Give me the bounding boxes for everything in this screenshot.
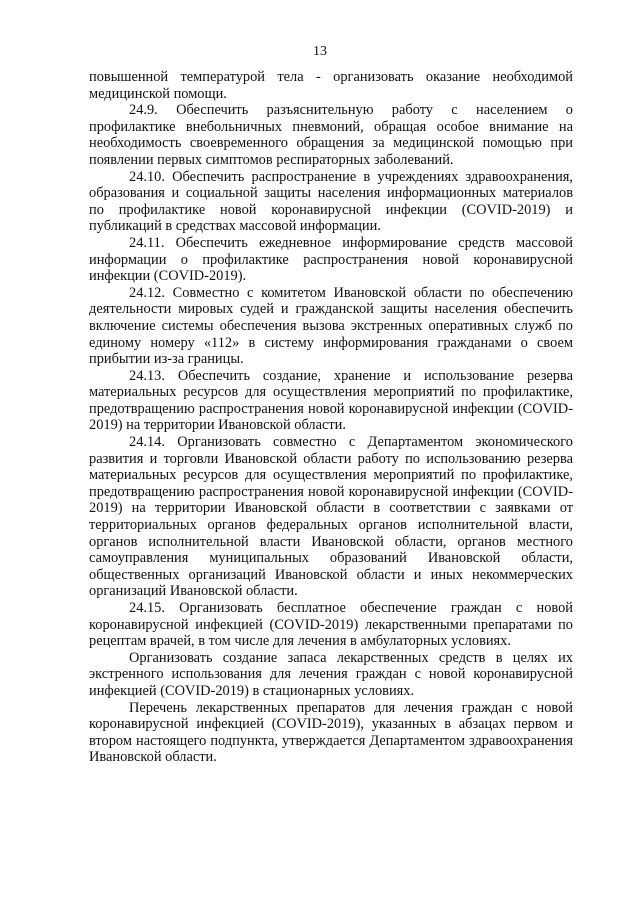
paragraph-24-9: 24.9. Обеспечить разъяснительную работу с населением о профилактике внебольничных пневмоний, обращая особое внимание на необходимость своевременного обращения за медицинской помощью при появлении первых симптомов респираторных заболеваний.	[89, 102, 573, 168]
paragraph-drug-list: Перечень лекарственных препаратов для лечения граждан с новой коронавирусной инфекцией (COVID-2019), указанных в абзацах первом и втором настоящего подпункта, утверждается Департаментом здравоохранения Ивановской области.	[89, 699, 573, 766]
paragraph-24-13: 24.13. Обеспечить создание, хранение и использование резерва материальных ресурсов для осуществления мероприятий по профилактике, предотвращению распространения новой коронавирусной инфекции (COVID-2019) на территории Ивановской области.	[89, 367, 573, 434]
document-body	[89, 69, 573, 766]
paragraph-24-15: 24.15. Организовать бесплатное обеспечение граждан с новой коронавирусной инфекцией (COVID-2019) лекарственными препаратами по рецептам врачей, в том числе для лечения в амбулаторных условиях.	[89, 600, 573, 650]
paragraph-24-10: 24.10. Обеспечить распространение в учреждениях здравоохранения, образования и социальной защиты населения информационных материалов по профилактике новой коронавирусной инфекции (COVID-2019) и публикаций в средствах массовой информации.	[89, 168, 573, 235]
page-number: 13	[313, 44, 327, 59]
paragraph-24-12: 24.12. Совместно с комитетом Ивановской области по обеспечению деятельности мировых судей и гражданской защиты населения обеспечить включение системы обеспечения вызова экстренных оперативных служб по единому номеру «112» в систему информирования гражданами о своем прибытии из-за границы.	[89, 284, 573, 368]
paragraph-24-14: 24.14. Организовать совместно с Департаментом экономического развития и торговли Ивановской области работу по использованию резерва материальных ресурсов для осуществления мероприятий по профилактике, предотвращению распространения новой коронавирусной инфекции (COVID-2019) на территории Ивановской области в соответствии с заявками от территориальных органов федеральных органов исполнительной власти, органов исполнительной власти Ивановской области, органов местного самоуправления муниципальных образований Ивановской области, общественных организаций Ивановской области и иных некоммерческих организаций Ивановской области.	[89, 434, 573, 600]
paragraph-continuation: повышенной температурой тела - организовать оказание необходимой медицинской помощи.	[89, 69, 573, 102]
paragraph-drug-reserve: Организовать создание запаса лекарственных средств в целях их экстренного использования для лечения граждан с новой коронавирусной инфекцией (COVID-2019) в стационарных условиях.	[89, 649, 573, 699]
paragraph-24-11: 24.11. Обеспечить ежедневное информирование средств массовой информации о профилактике распространения новой коронавирусной инфекции (COVID-2019).	[89, 234, 573, 285]
